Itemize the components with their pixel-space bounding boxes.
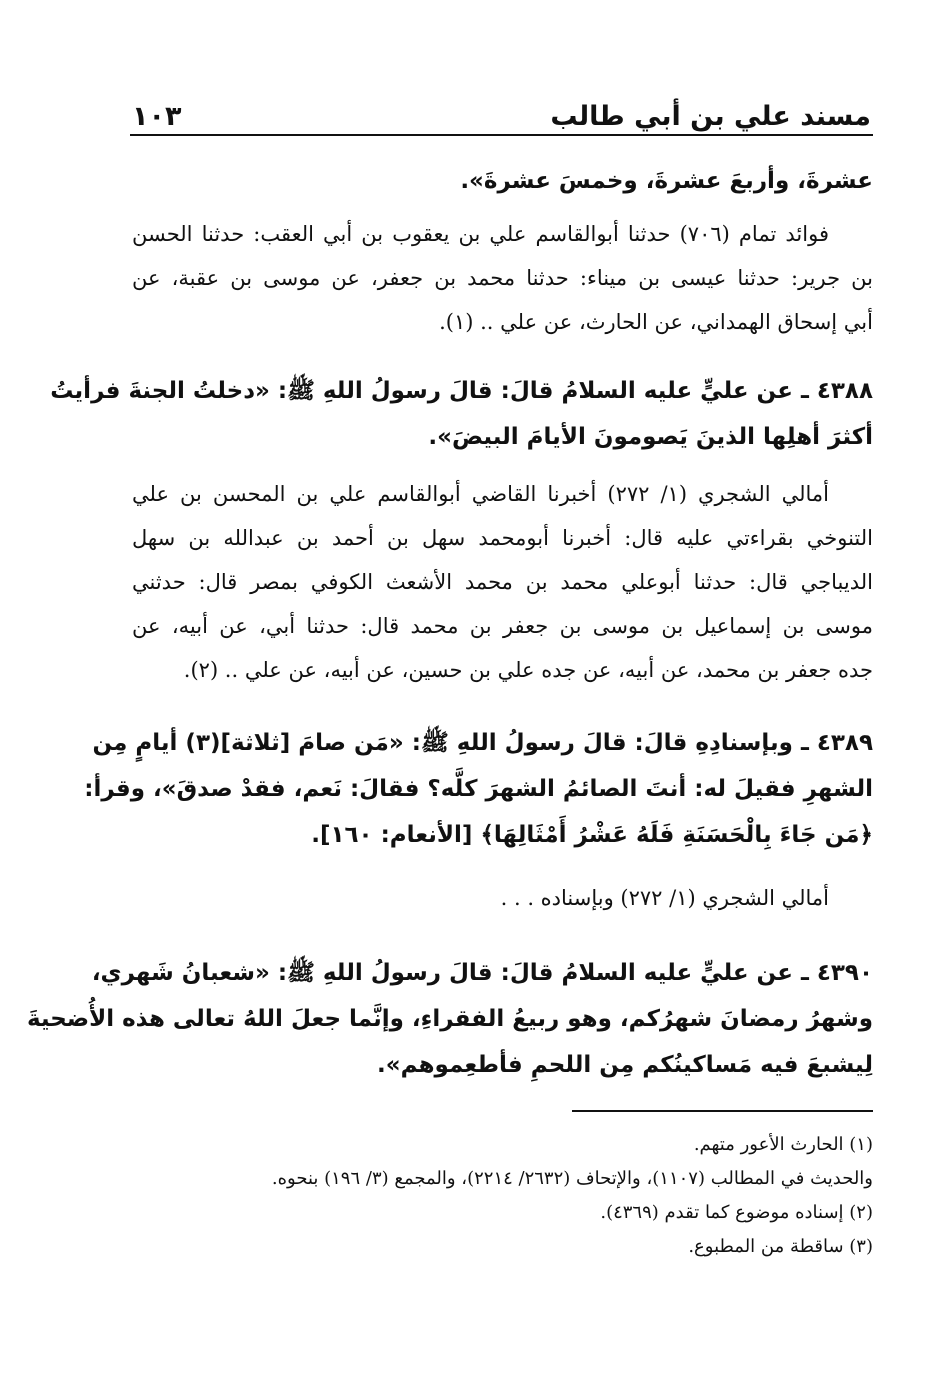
source-citation — [132, 472, 873, 692]
text-line: ٤٣٨٩ ـ وبإسنادِهِ قالَ: قالَ رسولُ اللهِ ﷺ: «مَن صامَ [ثلاثة](٣) أيامٍ مِن — [92, 730, 873, 756]
footnote-line: (٢) إسناده موضوع كما تقدم (٤٣٦٩). — [600, 1202, 873, 1223]
text-line: فوائد تمام (٧٠٦) حدثنا أبوالقاسم علي بن يعقوب بن أبي العقب: حدثنا الحسن — [132, 222, 829, 246]
footnote-line: (٣) ساقطة من المطبوع. — [688, 1236, 873, 1257]
text-line: أبي إسحاق الهمداني، عن الحارث، عن علي .. (١). — [439, 310, 873, 334]
text-line: وشهرُ رمضانَ شهرُكم، وهو ربيعُ الفقراءِ، وإنَّما جعلَ اللهُ تعالى هذه الأُضحيةَ — [26, 1006, 873, 1032]
page-header — [132, 86, 871, 130]
hadith-text — [132, 158, 873, 204]
text-line: أكثرَ أهلِها الذينَ يَصومونَ الأيامَ البيضَ». — [428, 424, 873, 450]
hadith-text — [26, 950, 873, 1088]
text-line: لِيشبعَ فيه مَساكينُكم مِن اللحمِ فأطعِموهم». — [376, 1052, 873, 1078]
footnote-line: والحديث في المطالب (١١٠٧)، والإتحاف (٢٦٣٢/ ٢٢١٤)، والمجمع (٣/ ١٩٦) بنحوه. — [271, 1168, 873, 1189]
source-citation — [132, 212, 873, 344]
text-line: عشرةَ، وأربعَ عشرةَ، وخمسَ عشرةَ». — [460, 168, 873, 194]
text-line: ٤٣٨٨ ـ عن عليٍّ عليه السلامُ قالَ: قالَ رسولُ اللهِ ﷺ: «دخلتُ الجنةَ فرأيتُ — [50, 378, 873, 404]
text-line: جده جعفر بن محمد، عن أبيه، عن جده علي بن حسين، عن أبيه، عن علي .. (٢). — [183, 658, 873, 682]
text-line: أمالي الشجري (١/ ٢٧٢) أخبرنا القاضي أبوالقاسم علي بن المحسن بن علي — [132, 482, 829, 506]
header-divider — [130, 134, 873, 136]
hadith-text — [50, 368, 873, 460]
footnotes — [132, 1128, 873, 1264]
header-title: مسند علي بن أبي طالب — [550, 101, 871, 132]
footnote-line: (١) الحارث الأعور متهم. — [693, 1134, 873, 1155]
text-line: الديباجي قال: حدثنا أبوعلي محمد بن محمد الأشعث الكوفي بمصر قال: حدثني — [132, 570, 873, 594]
footnote-divider — [572, 1110, 873, 1112]
hadith-text — [84, 720, 873, 858]
text-line: التنوخي بقراءتي عليه قال: أخبرنا أبومحمد سهل بن أحمد بن عبدالله بن سهل — [132, 526, 873, 550]
text-line: ﴿مَن جَاءَ بِالْحَسَنَةِ فَلَهُ عَشْرُ أَمْثَالِهَا﴾ [الأنعام: ١٦٠]. — [311, 822, 873, 848]
text-line: بن جرير: حدثنا عيسى بن ميناء: حدثنا محمد بن جعفر، عن موسى بن عقبة، عن — [132, 266, 873, 290]
text-line: ٤٣٩٠ ـ عن عليٍّ عليه السلامُ قالَ: قالَ رسولُ اللهِ ﷺ: «شعبانُ شَهري، — [91, 960, 873, 986]
text-line: موسى بن إسماعيل بن موسى بن جعفر بن محمد قال: حدثنا أبي، عن أبيه، عن — [132, 614, 873, 638]
source-citation — [132, 876, 873, 920]
page-number: ١٠٣ — [132, 101, 182, 132]
text-line: الشهرِ فقيلَ له: أنتَ الصائمُ الشهرَ كلَّه؟ فقالَ: نَعم، فقدْ صدقَ»، وقرأ: — [84, 776, 873, 802]
text-line: أمالي الشجري (١/ ٢٧٢) وبإسناده . . . — [500, 886, 829, 910]
